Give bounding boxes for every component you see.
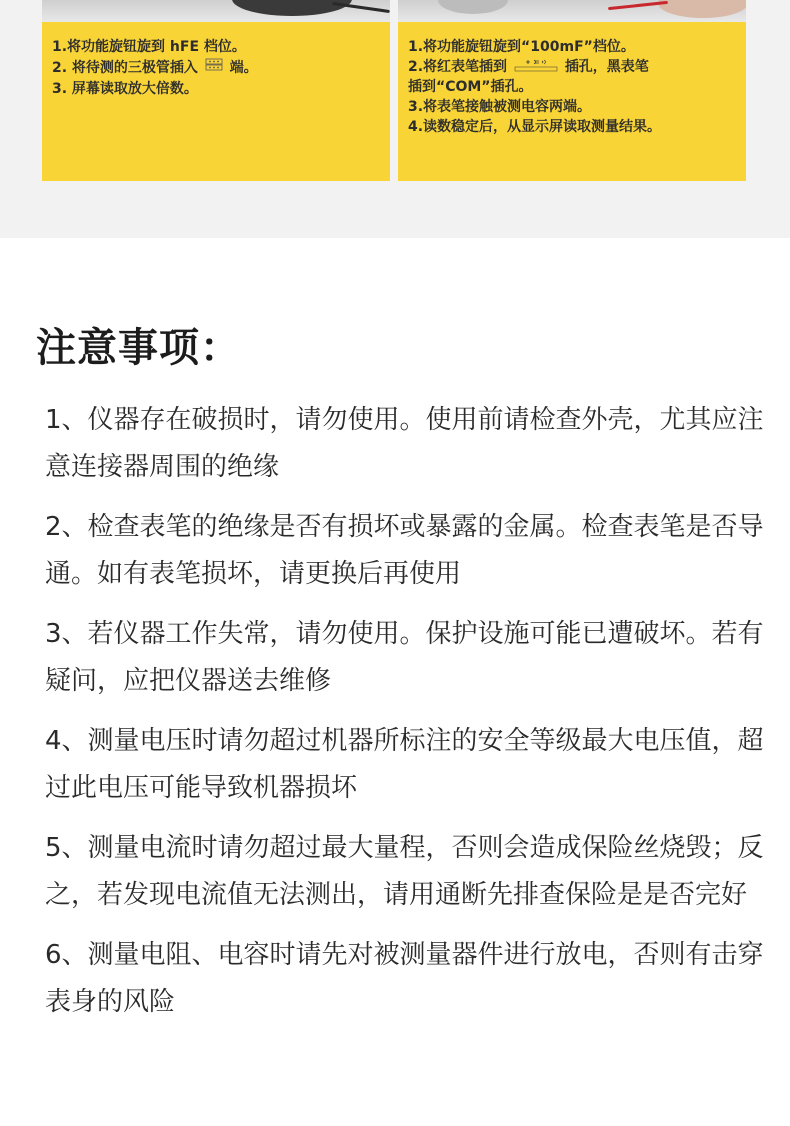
notes-title: 注意事项： — [36, 325, 241, 371]
input-jack-icon — [514, 59, 558, 76]
note-item: 1、仪器存在破损时，请勿使用。使用前请检查外壳，尤其应注意连接器周围的绝缘 — [45, 405, 764, 482]
instruction-card-capacitance — [398, 22, 746, 181]
instruction-card-hfe — [42, 22, 390, 181]
instruction-step: 插到“COM”插孔。 — [408, 79, 533, 95]
note-item: 5、测量电流时请勿超过最大量程，否则会造成保险丝烧毁；反之，若发现电流值无法测出，请用通断先排查保险是是否完好 — [45, 833, 764, 910]
transistor-socket-icon — [205, 57, 223, 79]
instruction-list-hfe — [42, 22, 390, 99]
instruction-step: 4.读数稳定后，从显示屏读取测量结果。 — [408, 119, 662, 135]
instruction-step — [408, 57, 746, 77]
instruction-step: 3.将表笔接触被测电容两端。 — [408, 99, 592, 115]
instruction-step — [52, 57, 390, 79]
note-item: 6、测量电阻、电容时请先对被测量器件进行放电，否则有击穿表身的风险 — [45, 940, 764, 1017]
top-instructions-band — [0, 0, 790, 238]
product-photo-strip-left — [42, 0, 390, 22]
note-item: 3、若仪器工作失常，请勿使用。保护设施可能已遭破坏。若有疑问，应把仪器送去维修 — [45, 619, 764, 696]
instruction-text: 插孔，黑表笔 — [564, 59, 649, 75]
notes-list — [45, 397, 765, 1039]
instruction-text: 端。 — [229, 60, 258, 76]
instruction-step: 3. 屏幕读取放大倍数。 — [52, 81, 198, 97]
instruction-text: 2. 将待测的三极管插入 — [52, 60, 198, 76]
instruction-step: 1.将功能旋钮旋到 hFE 档位。 — [52, 39, 246, 55]
instruction-list-capacitance — [398, 22, 746, 137]
note-item: 4、测量电压时请勿超过机器所标注的安全等级最大电压值，超过此电压可能导致机器损坏 — [45, 726, 764, 803]
product-photo-strip-right — [398, 0, 746, 22]
instruction-text: 2.将红表笔插到 — [408, 59, 508, 75]
instruction-step: 1.将功能旋钮旋到“100mF”档位。 — [408, 39, 635, 55]
note-item: 2、检查表笔的绝缘是否有损坏或暴露的金属。检查表笔是否导通。如有表笔损坏，请更换后再使用 — [45, 512, 764, 589]
